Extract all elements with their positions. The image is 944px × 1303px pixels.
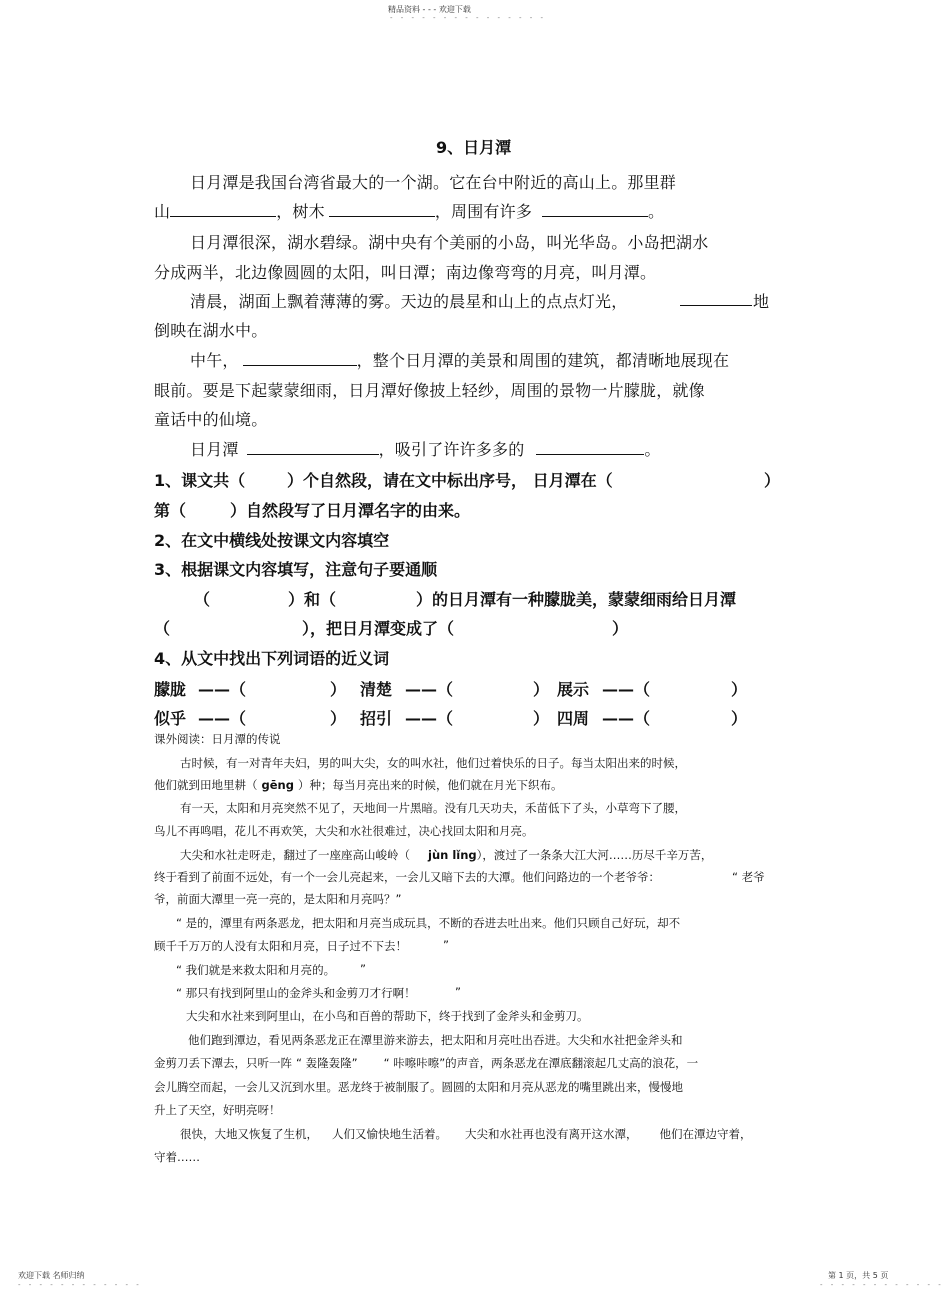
reading-line: 鸟儿不再鸣唱，花儿不再欢笑，大尖和水社很难过，决心找回太阳和月亮。: [154, 824, 534, 838]
text: ，周围有许多: [434, 202, 533, 221]
word-close: ）: [330, 680, 347, 699]
q3-text2: ），把日月潭变成了（: [302, 619, 455, 638]
text: 他们在潭边守着，: [659, 1127, 752, 1141]
reading-line: 爷，前面大潭里一亮一亮的，是太阳和月亮吗？”: [154, 892, 402, 906]
question-3: 3、根据课文内容填写，注意句子要通顺: [154, 560, 438, 579]
passage-line: 分成两半，北边像圆圆的太阳，叫日潭；南边像弯弯的月亮，叫月潭。: [154, 263, 657, 282]
passage-text: 地: [753, 292, 770, 311]
text: 他们就到田地里耕（: [154, 778, 258, 792]
text: “ 轰隆轰隆”: [296, 1056, 358, 1070]
reading-line: 会儿腾空而起，一会儿又沉到水里。恶龙终于被制服了。圆圆的太阳和月亮从恶龙的嘴里跳出来，慢慢地: [154, 1080, 683, 1094]
question-1b: ）个自然段，请在文中标出序号， 日月潭在（: [287, 471, 613, 490]
reading-line: [180, 1126, 752, 1142]
reading-line: [180, 847, 712, 863]
word-dash: ——（: [405, 709, 454, 728]
q3-text: ）的日月潭有一种朦胧美，蒙蒙细雨给日月潭: [416, 590, 737, 609]
reading-line: ”: [360, 962, 366, 976]
q3-and: ）和（: [288, 590, 337, 609]
passage-line-blanks: [190, 437, 661, 460]
passage-line-blanks: [190, 348, 729, 371]
text: 大尖和水社走呀走，翻过了一座座高山峻岭（: [180, 848, 410, 862]
question-4: 4、从文中找出下列词语的近义词: [154, 649, 390, 668]
text: ），渡过了一条条大江大河……历尽千辛万苦，: [476, 848, 713, 862]
word-sizhou: 四周: [557, 709, 590, 728]
fill-blank[interactable]: [680, 291, 752, 306]
word-dash: ——（: [405, 680, 454, 699]
text: 金剪刀丢下潭去，只听一阵: [154, 1056, 292, 1070]
reading-line: ”: [443, 938, 449, 952]
text: “ 咔嚓咔嚓”: [383, 1056, 446, 1070]
pinyin: gēng: [261, 778, 294, 792]
reading-line: [154, 777, 562, 793]
word-dash: ——（: [602, 709, 651, 728]
fill-blank[interactable]: [170, 202, 276, 217]
passage-line: 倒映在湖水中。: [154, 321, 268, 340]
fill-blank[interactable]: [329, 202, 435, 217]
reading-line: 大尖和水社来到阿里山，在小鸟和百兽的帮助下，终于找到了金斧头和金剪刀。: [186, 1009, 589, 1023]
word-close: ）: [533, 680, 550, 699]
reading-line: ”: [455, 985, 461, 999]
reading-line: 古时候，有一对青年夫妇，男的叫大尖，女的叫水社，他们过着快乐的日子。每当太阳出来的时候，: [180, 756, 686, 770]
reading-line: “ 是的，潭里有两条恶龙，把太阳和月亮当成玩具，不断的吞进去吐出来。他们只顾自己好玩，却不: [176, 916, 681, 930]
q3-open2: （: [154, 619, 171, 638]
footer-page: 第 1 页，共 5 页: [828, 1271, 889, 1280]
word-close: ）: [330, 709, 347, 728]
page-title: 9、日月潭: [436, 138, 512, 157]
q3-open: （: [194, 590, 211, 609]
text: 日月潭: [190, 440, 239, 459]
fill-blank[interactable]: [536, 440, 644, 455]
word-sihu: 似乎: [154, 709, 187, 728]
reading-line: [154, 1055, 698, 1071]
passage-line: 日月潭是我国台湾省最大的一个湖。它在台中附近的高山上。那里群: [190, 173, 677, 192]
passage-line: 童话中的仙境。: [154, 410, 268, 429]
text: 很快，大地又恢复了生机，: [180, 1127, 318, 1141]
reading-line: 他们跑到潭边，看见两条恶龙正在潭里游来游去，把太阳和月亮吐出吞进。大尖和水社把金斧头和: [188, 1033, 683, 1047]
fill-blank[interactable]: [243, 351, 357, 366]
reading-line: “ 我们就是来救太阳和月亮的。: [176, 963, 336, 977]
footer-dots-right: - - - - - - - - - - - -: [820, 1281, 944, 1289]
passage-line: 清晨，湖面上飘着薄薄的雾。天边的晨星和山上的点点灯光，: [190, 292, 628, 311]
footer-left: 欢迎下载 名师归纳: [18, 1271, 85, 1280]
text: 。: [648, 202, 665, 221]
passage-line: 眼前。要是下起蒙蒙细雨，日月潭好像披上轻纱，周围的景物一片朦胧，就像: [154, 381, 705, 400]
word-close: ）: [731, 680, 748, 699]
word-close: ）: [731, 709, 748, 728]
pinyin: jùn lǐng: [428, 848, 477, 862]
question-1d: 第（: [154, 501, 187, 520]
reading-line: “ 老爷: [732, 870, 765, 884]
passage-line: 日月潭很深，湖水碧绿。湖中央有个美丽的小岛，叫光华岛。小岛把湖水: [190, 233, 709, 252]
reading-line: 终于看到了前面不远处，有一个一会儿亮起来，一会儿又暗下去的大潭。他们问路边的一个老爷爷：: [154, 870, 660, 884]
question-1a: 1、课文共（: [154, 471, 246, 490]
text: ，整个日月潭的美景和周围的建筑，都清晰地展现在: [356, 351, 730, 370]
text: ，吸引了许许多多的: [378, 440, 525, 459]
text: 。: [644, 440, 661, 459]
word-qingchu: 清楚: [360, 680, 393, 699]
word-close: ）: [533, 709, 550, 728]
text: 人们又愉快地生活着。: [332, 1127, 447, 1141]
fill-blank[interactable]: [542, 202, 648, 217]
reading-line: “ 那只有找到阿里山的金斧头和金剪刀才行啊！: [176, 986, 416, 1000]
reading-line: 守着……: [154, 1150, 200, 1164]
reading-line: 升上了天空，好明亮呀！: [154, 1103, 281, 1117]
passage-line-blanks: [154, 199, 664, 222]
reading-line: 顾千千万万的人没有太阳和月亮，日子过不下去！: [154, 939, 407, 953]
question-2: 2、在文中横线处按课文内容填空: [154, 531, 390, 550]
question-1e: ）自然段写了日月潭名字的由来。: [230, 501, 471, 520]
word-dash: ——（: [602, 680, 651, 699]
question-1c: ）: [764, 471, 781, 490]
word-zhaoyin: 招引: [360, 709, 393, 728]
word-dash: ——（: [198, 680, 247, 699]
text: ）种；每当月亮出来的时候，他们就在月光下织布。: [297, 778, 563, 792]
word-menglong: 朦胧: [154, 680, 187, 699]
fill-blank[interactable]: [247, 440, 379, 455]
reading-line: 有一天，太阳和月亮突然不见了，天地间一片黑暗。没有几天功夫，禾苗低下了头，小草弯下了腰，: [180, 801, 686, 815]
text: ，树木: [276, 202, 325, 221]
word-dash: ——（: [198, 709, 247, 728]
word-zhanshi: 展示: [557, 680, 590, 699]
text: 中午，: [190, 351, 239, 370]
header-dots: - - - - - - - - - - - - - - -: [390, 14, 547, 22]
text: 山: [154, 202, 171, 221]
text: 的声音，两条恶龙在潭底翻滚起几丈高的浪花，一: [445, 1056, 699, 1070]
footer-dots-left: - - - - - - - - - - - -: [18, 1281, 142, 1289]
reading-title: 课外阅读：日月潭的传说: [154, 732, 281, 746]
text: 大尖和水社再也没有离开这水潭，: [465, 1127, 638, 1141]
q3-close: ）: [612, 619, 629, 638]
header-text: 精品资料 - - - 欢迎下载: [388, 5, 471, 14]
